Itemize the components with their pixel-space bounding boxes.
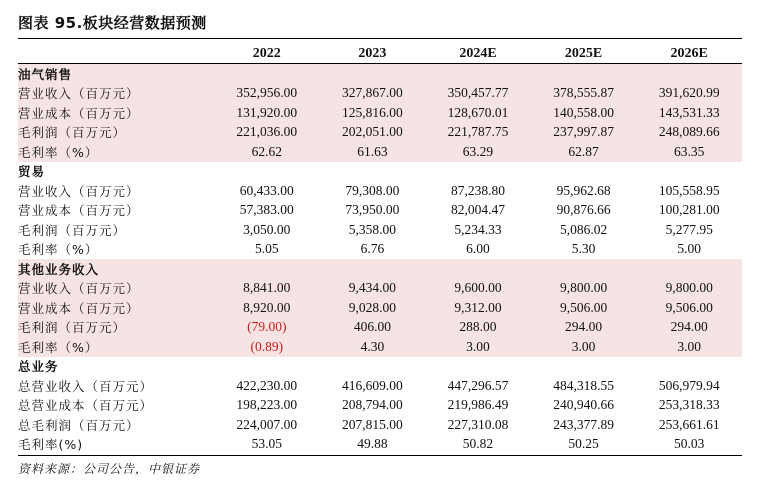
empty-cell (320, 64, 426, 84)
section-header-row (18, 64, 742, 84)
value-cell: 350,457.77 (425, 84, 531, 104)
value-cell: 8,920.00 (214, 298, 320, 318)
value-cell: 57,383.00 (239, 202, 294, 218)
value-cell: 447,296.57 (447, 377, 509, 393)
value-cell: 253,661.61 (658, 416, 720, 432)
value-cell: 224,007.00 (236, 416, 298, 432)
table-row (18, 298, 742, 318)
value-cell: 87,238.80 (450, 182, 505, 198)
value-cell: 207,815.00 (342, 416, 403, 432)
row-label: 营业收入（百万元） (18, 183, 140, 199)
row-label: 毛利润（百万元） (18, 318, 214, 338)
empty-cell (214, 64, 320, 84)
empty-cell (214, 357, 320, 377)
value-cell: 61.63 (320, 142, 426, 162)
column-header: 2026E (636, 44, 742, 64)
row-label: 营业成本（百万元） (18, 298, 214, 318)
value-cell: 6.76 (360, 241, 385, 257)
column-header: 2023 (320, 44, 426, 64)
empty-cell (636, 259, 742, 279)
top-rule (18, 38, 742, 39)
value-cell: 5,277.95 (665, 221, 713, 237)
value-cell: 227,310.08 (447, 416, 509, 432)
value-cell: 3.00 (531, 337, 637, 357)
row-label: 毛利率（%） (18, 142, 214, 162)
section-title: 油气销售 (18, 64, 214, 84)
value-cell: 253,318.33 (658, 397, 720, 413)
value-cell: (79.00) (214, 318, 320, 338)
value-cell: 484,318.55 (553, 377, 614, 393)
empty-cell (425, 162, 531, 182)
value-cell: 140,558.00 (531, 103, 637, 123)
value-cell: 9,800.00 (531, 279, 637, 299)
value-cell: 125,816.00 (320, 103, 426, 123)
value-cell: 221,036.00 (214, 123, 320, 143)
table-row (18, 435, 742, 455)
row-label: 毛利率（%） (18, 337, 214, 357)
source-note: 资料来源：公司公告，中银证券 (18, 462, 201, 476)
value-cell: 5.05 (254, 241, 279, 257)
row-label: 总营业成本（百万元） (18, 398, 154, 414)
value-cell: 9,028.00 (320, 298, 426, 318)
value-cell: 248,089.66 (636, 123, 742, 143)
value-cell: 378,555.87 (531, 84, 637, 104)
empty-cell (636, 64, 742, 84)
empty-cell (214, 162, 320, 182)
value-cell: 105,558.95 (658, 182, 720, 198)
value-cell: 5,358.00 (348, 221, 397, 237)
empty-cell (320, 259, 426, 279)
value-cell: 406.00 (320, 318, 426, 338)
table-row (18, 279, 742, 299)
empty-cell (320, 357, 426, 377)
value-cell: 3.00 (636, 337, 742, 357)
value-cell: 79,308.00 (345, 182, 400, 198)
column-header: 2025E (531, 44, 637, 64)
section-title: 其他业务收入 (18, 259, 214, 279)
value-cell: 294.00 (531, 318, 637, 338)
value-cell: 49.88 (357, 436, 388, 452)
value-cell: 9,434.00 (320, 279, 426, 299)
value-cell: 62.87 (531, 142, 637, 162)
value-cell: 6.00 (466, 241, 490, 257)
row-label: 营业收入（百万元） (18, 84, 214, 104)
value-cell: 4.30 (320, 337, 426, 357)
table-title: 图表 95.板块经营数据预测 (18, 14, 207, 32)
table-row (18, 396, 742, 416)
table-row (18, 123, 742, 143)
value-cell: 73,950.00 (345, 202, 400, 218)
table-row (18, 84, 742, 104)
value-cell: 202,051.00 (320, 123, 426, 143)
value-cell: 9,312.00 (425, 298, 531, 318)
value-cell: 9,506.00 (636, 298, 742, 318)
bottom-rule (18, 455, 742, 456)
value-cell: 9,800.00 (636, 279, 742, 299)
value-cell: 53.05 (251, 436, 282, 452)
value-cell: 208,794.00 (342, 397, 403, 413)
value-cell: 5.30 (571, 241, 596, 257)
section-header-row (18, 357, 742, 377)
empty-cell (636, 357, 742, 377)
value-cell: 240,940.66 (553, 397, 614, 413)
empty-cell (425, 259, 531, 279)
value-cell: 128,670.01 (425, 103, 531, 123)
value-cell: 143,531.33 (636, 103, 742, 123)
value-cell: 90,876.66 (556, 202, 611, 218)
forecast-table (18, 44, 742, 454)
table-row (18, 415, 742, 435)
value-cell: 9,506.00 (531, 298, 637, 318)
empty-cell (214, 259, 320, 279)
table-row (18, 376, 742, 396)
table-row (18, 103, 742, 123)
value-cell: 3,050.00 (243, 221, 291, 237)
table-row (18, 181, 742, 201)
value-cell: 5,086.02 (559, 221, 608, 237)
empty-cell (320, 162, 426, 182)
value-cell: 416,609.00 (342, 377, 403, 393)
empty-cell (531, 162, 637, 182)
value-cell: 5,234.33 (454, 221, 502, 237)
value-cell: 219,986.49 (447, 397, 509, 413)
value-cell: 100,281.00 (658, 202, 720, 218)
value-cell: 243,377.89 (553, 416, 614, 432)
value-cell: 221,787.75 (425, 123, 531, 143)
section-title: 总业务 (18, 359, 59, 375)
value-cell: 131,920.00 (214, 103, 320, 123)
header-row (18, 44, 742, 64)
value-cell: 288.00 (425, 318, 531, 338)
value-cell: 82,004.47 (450, 202, 505, 218)
value-cell: 422,230.00 (236, 377, 298, 393)
table-row (18, 142, 742, 162)
empty-cell (425, 64, 531, 84)
column-header: 2022 (214, 44, 320, 64)
row-label: 毛利率(%) (18, 437, 84, 453)
value-cell: 198,223.00 (236, 397, 298, 413)
table-row (18, 318, 742, 338)
value-cell: 50.03 (674, 436, 705, 452)
empty-cell (636, 162, 742, 182)
row-label: 毛利润（百万元） (18, 222, 127, 238)
table-row (18, 220, 742, 240)
empty-cell (531, 64, 637, 84)
row-label: 营业收入（百万元） (18, 279, 214, 299)
value-cell: 352,956.00 (214, 84, 320, 104)
empty-cell (425, 357, 531, 377)
section-title: 贸易 (18, 164, 46, 180)
value-cell: 50.25 (568, 436, 599, 452)
table-body (18, 64, 742, 455)
value-cell: 391,620.99 (636, 84, 742, 104)
value-cell: 9,600.00 (425, 279, 531, 299)
row-label: 毛利润（百万元） (18, 123, 214, 143)
section-header-row (18, 162, 742, 182)
row-label: 总毛利润（百万元） (18, 417, 140, 433)
value-cell: 294.00 (636, 318, 742, 338)
value-cell: 8,841.00 (214, 279, 320, 299)
value-cell: 60,433.00 (239, 182, 294, 198)
row-label: 营业成本（百万元） (18, 203, 140, 219)
empty-cell (531, 357, 637, 377)
value-cell: 95,962.68 (556, 182, 611, 198)
table-row (18, 337, 742, 357)
value-cell: 5.00 (677, 241, 701, 257)
column-header: 2024E (425, 44, 531, 64)
table-row (18, 201, 742, 221)
value-cell: (0.89) (214, 337, 320, 357)
value-cell: 506,979.94 (658, 377, 720, 393)
section-header-row (18, 259, 742, 279)
value-cell: 62.62 (214, 142, 320, 162)
table-row (18, 240, 742, 260)
row-label: 毛利率（%） (18, 242, 99, 258)
empty-cell (531, 259, 637, 279)
value-cell: 237,997.87 (531, 123, 637, 143)
column-header (18, 44, 214, 64)
row-label: 营业成本（百万元） (18, 103, 214, 123)
row-label: 总营业收入（百万元） (18, 378, 154, 394)
value-cell: 63.35 (636, 142, 742, 162)
value-cell: 327,867.00 (320, 84, 426, 104)
value-cell: 3.00 (425, 337, 531, 357)
value-cell: 63.29 (425, 142, 531, 162)
value-cell: 50.82 (462, 436, 494, 452)
